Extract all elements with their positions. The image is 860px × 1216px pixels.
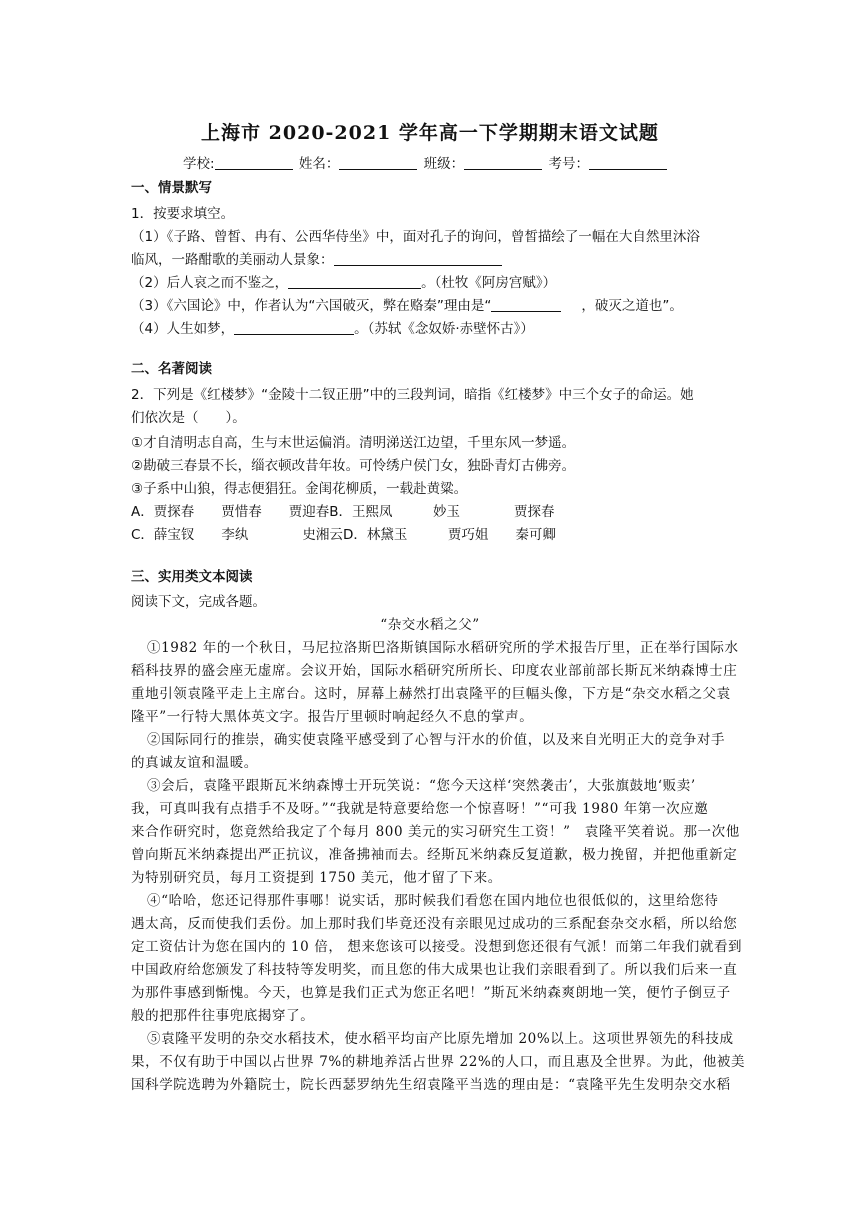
article-title: “杂交水稻之父” <box>380 617 480 633</box>
article-line: 定工资估计为您在国内的 10 倍， 想来您该可以接受。没想到您还很有气派！而第二年我们就看到 <box>131 939 743 955</box>
section1-heading: 一、情景默写 <box>131 180 212 196</box>
question-2-line1: 2．下列是《红楼梦》“金陵十二钗正册”中的三段判词，暗指《红楼梦》中三个女子的命运。她 <box>131 387 694 403</box>
article-line: ⑤袁隆平发明的杂交水稻技术，使水稻平均亩产比原先增加 20%以上。这项世界领先的科技成 <box>147 1031 734 1047</box>
article-line: 重地引领袁隆平走上主席台。这时，屏幕上赫然打出袁隆平的巨幅头像，下方是“杂交水稻之父袁 <box>131 686 731 702</box>
article-line: 国科学院选聘为外籍院士，院长西瑟罗纳先生绍袁隆平当选的理由是：“袁隆平先生发明杂交水稻 <box>131 1077 731 1093</box>
option-a: A．贾探春 贾惜春 贾迎春 <box>131 504 330 520</box>
q1-item3-before: （3）《六国论》中，作者认为“六国破灭，弊在赂秦”理由是“ <box>131 298 492 314</box>
options-row-cd <box>131 523 556 543</box>
q1-item1-text: 临风，一路酣歌的美丽动人景象： <box>131 252 334 268</box>
name-blank <box>339 155 417 170</box>
q1-item1-blank <box>334 251 502 266</box>
article-line: ④“哈哈，您还记得那件事哪！说实话，那时候我们看您在国内地位也很低似的，这里给您待 <box>147 893 719 909</box>
article-line: 果，不仅有助于中国以占世界 7%的耕地养活占世界 22%的人口，而且惠及全世界。为此，他被美 <box>131 1054 746 1070</box>
section3-heading: 三、实用类文本阅读 <box>131 569 253 585</box>
article-line: 遇太高，反而使我们丢份。加上那时我们毕竟还没有亲眼见过成功的三系配套杂交水稻，所以给您 <box>131 916 738 932</box>
poem-1: ①才自清明志自高，生与末世运偏消。清明涕送江边望，千里东风一梦遥。 <box>131 435 576 451</box>
option-c: C．薛宝钗 李纨 史湘云 <box>131 527 343 543</box>
school-label: 学校: <box>183 156 215 172</box>
q1-item1-line2 <box>131 248 502 268</box>
article-line: 曾向斯瓦米纳森提出严正抗议，准备拂袖而去。经斯瓦米纳森反复道歉，极力挽留，并把他重新定 <box>131 847 738 863</box>
option-d: D．林黛玉 贾巧姐 秦可卿 <box>342 527 556 543</box>
student-info-row <box>183 152 669 172</box>
q1-item3 <box>131 294 683 314</box>
options-row-ab <box>131 500 555 520</box>
class-label: 班级： <box>423 156 465 172</box>
article-line: ①1982 年的一个秋日，马尼拉洛斯巴洛斯镇国际水稻研究所的学术报告厅里，正在举行国际水 <box>147 640 739 656</box>
question-2-line2: 们依次是（ ）。 <box>131 410 246 426</box>
exam-no-label: 考号： <box>548 156 589 172</box>
poem-3: ③子系中山狼，得志便猖狂。金闺花柳质，一载赴黄粱。 <box>131 481 468 497</box>
article-line: 般的把那件往事兜底揭穿了。 <box>131 1008 315 1024</box>
school-blank <box>215 155 293 170</box>
q1-item4 <box>131 317 534 337</box>
poem-2: ②勘破三春景不长，缁衣顿改昔年妆。可怜绣户侯门女，独卧青灯古佛旁。 <box>131 458 576 474</box>
q1-item3-after: ，破灭之道也”。 <box>581 298 683 314</box>
article-line: 的真诚友谊和温暖。 <box>131 755 258 771</box>
q1-item2-before: （2）后人哀之而不鉴之， <box>131 275 289 291</box>
name-label: 姓名： <box>298 156 340 172</box>
exam-no-blank <box>589 155 667 170</box>
question-1: 1．按要求填空。 <box>131 206 235 222</box>
q1-item4-blank <box>234 320 354 335</box>
article-line: 隆平”一行特大黑体英文字。报告厅里顿时响起经久不息的掌声。 <box>131 709 534 725</box>
class-blank <box>464 155 542 170</box>
q1-item1-line1: （1）《子路、曾皙、冉有、公西华侍坐》中，面对孔子的询问，曾皙描绘了一幅在大自然里沐浴 <box>131 229 700 245</box>
q1-item2 <box>131 271 556 291</box>
article-line: 为那件事感到惭愧。今天，也算是我们正式为您正名吧！”斯瓦米纳森爽朗地一笑，便竹子倒豆子 <box>131 985 731 1001</box>
page-title: 上海市 2020-2021 学年高一下学期期末语文试题 <box>201 122 659 144</box>
article-line: 为特别研究员，每月工资提到 1750 美元，他才留了下来。 <box>131 870 502 886</box>
article-line: ③会后，袁隆平跟斯瓦米纳森博士开玩笑说：“您今天这样‘突然袭击’，大张旗鼓地‘贩卖’ <box>147 778 696 794</box>
article-line: 稻科技界的盛会座无虚席。会议开始，国际水稻研究所所长、印度农业部前部长斯瓦米纳森博士庄 <box>131 663 738 679</box>
q1-item3-blank <box>491 297 561 312</box>
q1-item4-after: 。（苏轼《念奴娇·赤壁怀古》） <box>354 321 534 337</box>
section2-heading: 二、名著阅读 <box>131 361 212 377</box>
article-line: 我，可真叫我有点措手不及呀。”“我就是特意要给您一个惊喜呀！”“可我 1980 年第一次应邀 <box>131 801 709 817</box>
q1-item2-blank <box>288 274 421 289</box>
q1-item4-before: （4）人生如梦， <box>131 321 235 337</box>
article-line: 中国政府给您颁发了科技特等发明奖，而且您的伟大成果也让我们亲眼看到了。所以我们后来一直 <box>131 962 738 978</box>
section3-intro: 阅读下文，完成各题。 <box>131 594 266 610</box>
article-line: ②国际同行的推崇，确实使袁隆平感受到了心智与汗水的价值，以及来自光明正大的竞争对手 <box>147 732 726 748</box>
option-b: B．王熙凤 妙玉 贾探春 <box>329 504 555 520</box>
article-line: 来合作研究时，您竟然给我定了个每月 800 美元的实习研究生工资！” 袁隆平笑着说。那一次他 <box>131 824 740 840</box>
q1-item2-after: 。（杜牧《阿房宫赋》） <box>421 275 557 291</box>
